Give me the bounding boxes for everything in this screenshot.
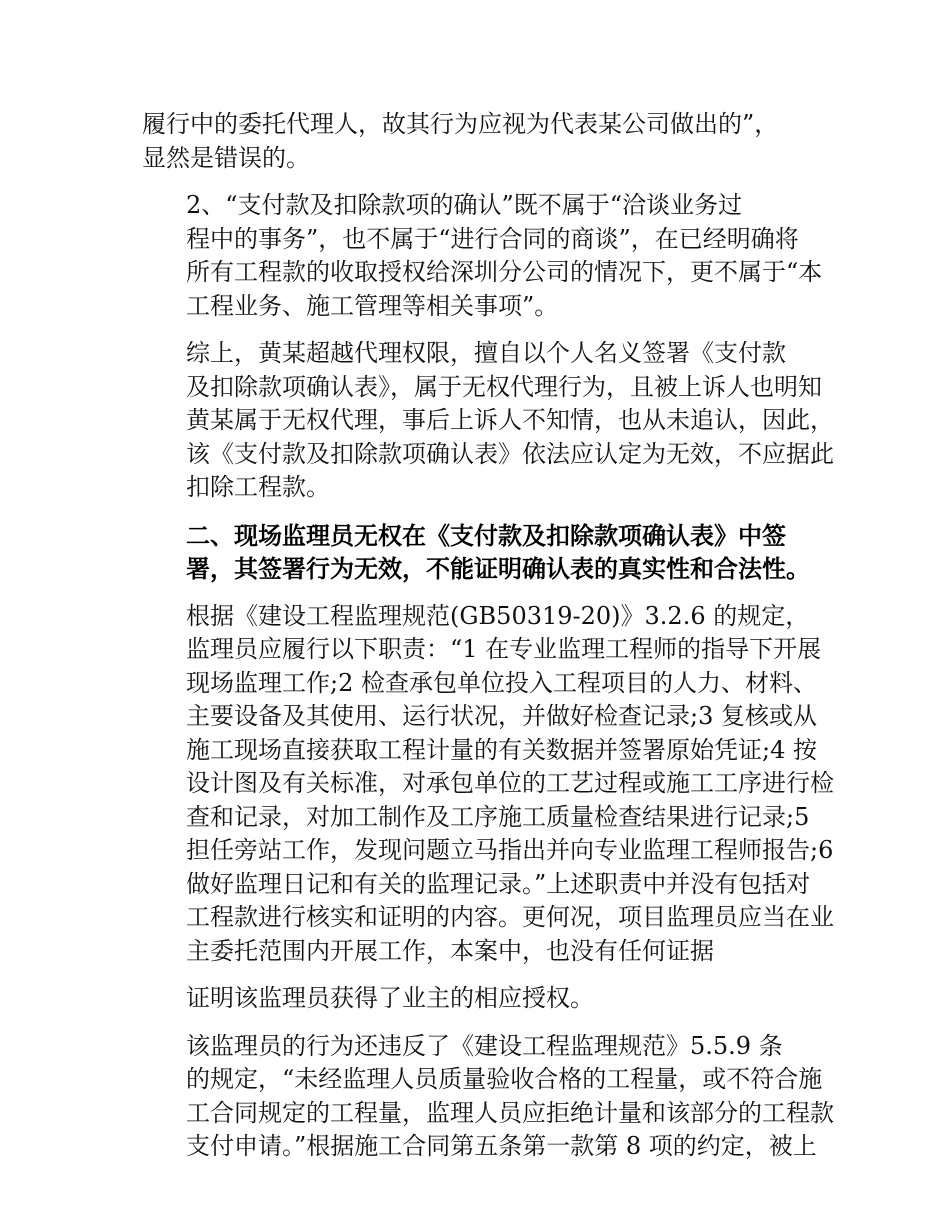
heading-line: 二、现场监理员无权在《支付款及扣除款项确认表》中签 [186, 520, 786, 550]
text-line: 施工现场直接获取工程计量的有关数据并签署原始凭证;4 按 [186, 735, 817, 764]
text-line: 主要设备及其使用、运行状况，并做好检查记录;3 复核或从 [186, 702, 817, 730]
text-line: 履行中的委托代理人，故其行为应视为代表某公司做出的”， [142, 110, 779, 138]
paragraph-violation [142, 1030, 834, 1164]
text-line: 证明该监理员获得了业主的相应授权。 [186, 984, 594, 1012]
text-line: 工合同规定的工程量，监理人员应拒绝计量和该部分的工程款 [186, 1098, 834, 1127]
text-line: 的规定，“未经监理人员质量验收合格的工程量，或不符合施 [186, 1065, 823, 1093]
text-line: 综上，黄某超越代理权限，擅自以个人名义签署《支付款 [186, 339, 786, 367]
text-line: 查和记录，对加工制作及工序施工质量检查结果进行记录;5 [186, 802, 810, 831]
text-line: 该监理员的行为还违反了《建设工程监理规范》5.5.9 条 [186, 1031, 783, 1060]
text-line: 扣除工程款。 [186, 473, 330, 501]
paragraph-regulation-duties [142, 600, 834, 969]
text-line: 担任旁站工作，发现问题立马指出并向专业监理工程师报告;6 [186, 836, 834, 864]
paragraph-summary [142, 337, 834, 505]
text-line: 及扣除款项确认表》，属于无权代理行为，且被上诉人也明知 [186, 372, 822, 401]
text-line: 黄某属于无权代理，事后上诉人不知情，也从未追认，因此， [186, 406, 834, 434]
text-line: 2、“支付款及扣除款项的确认”既不属于“洽谈业务过 [186, 191, 743, 219]
paragraph-continuation [142, 108, 814, 175]
text-line: 该《支付款及扣除款项确认表》依法应认定为无效，不应据此 [186, 439, 834, 468]
text-line: 主委托范围内开展工作，本案中，也没有任何证据 [186, 936, 714, 965]
text-line: 工程款进行核实和证明的内容。更何况，项目监理员应当在业 [186, 903, 834, 931]
text-line: 现场监理工作;2 检查承包单位投入工程项目的人力、材料、 [186, 668, 817, 697]
text-line: 监理员应履行以下职责：“1 在专业监理工程师的指导下开展 [186, 635, 822, 663]
text-line: 显然是错误的。 [142, 143, 310, 172]
text-line: 程中的事务”，也不属于“进行合同的商谈”，在已经明确将 [186, 224, 799, 253]
paragraph-point-2 [142, 189, 823, 323]
section-heading-2 [142, 519, 814, 586]
text-line: 设计图及有关标准，对承包单位的工艺过程或施工工序进行检 [186, 769, 834, 797]
text-line: 工程业务、施工管理等相关事项”。 [186, 291, 559, 320]
paragraph-authorization [142, 982, 814, 1016]
heading-line: 署，其签署行为无效，不能证明确认表的真实性和合法性。 [186, 554, 810, 583]
text-line: 做好监理日记和有关的监理记录。”上述职责中并没有包括对 [186, 869, 811, 898]
text-line: 根据《建设工程监理规范(GB50319-20)》3.2.6 的规定， [186, 601, 810, 630]
document-page [142, 108, 834, 1178]
text-line: 支付申请。”根据施工合同第五条第一款第 8 项的约定，被上 [186, 1132, 817, 1160]
text-line: 所有工程款的收取授权给深圳分公司的情况下，更不属于“本 [186, 258, 823, 286]
